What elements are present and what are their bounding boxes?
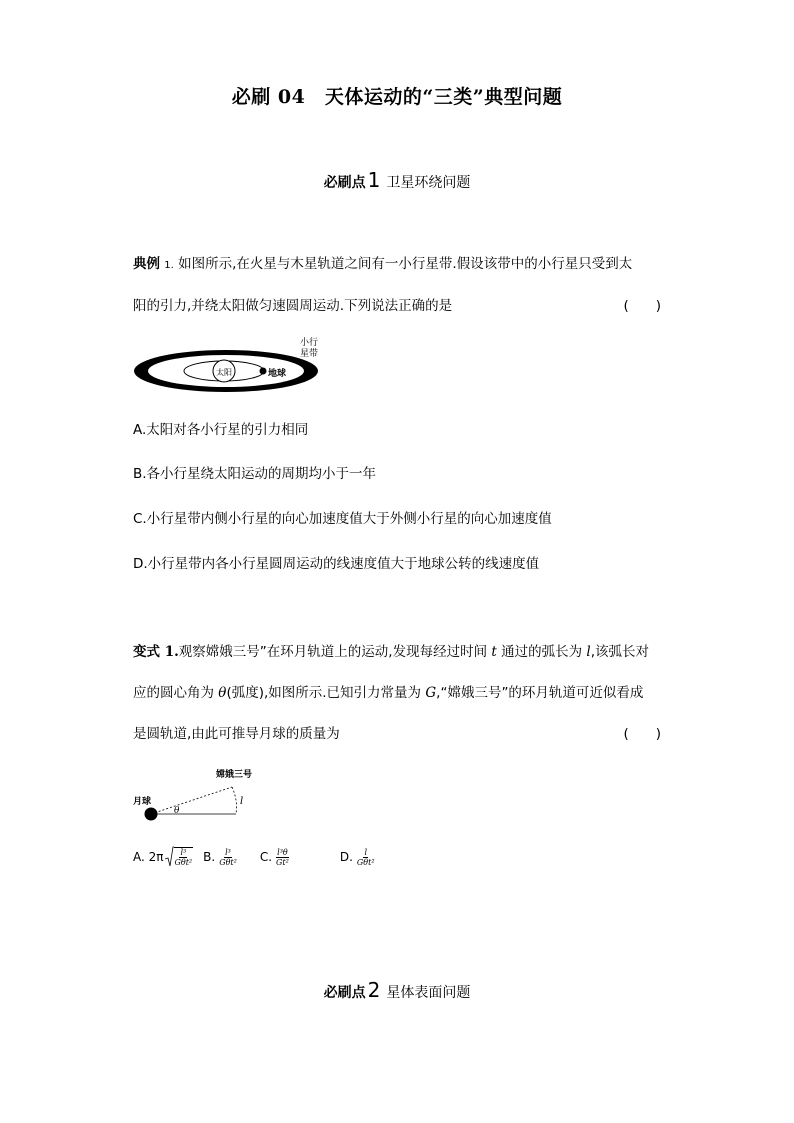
fraction	[356, 848, 376, 867]
numerator: l³θ	[277, 847, 288, 857]
variant-1-line-2	[133, 681, 663, 701]
variant-text: ,该弧长对	[590, 644, 650, 660]
example-text: 阳的引力,并绕太阳做匀速圆周运动.下列说法正确的是	[133, 298, 453, 314]
example-1-line-2	[133, 294, 663, 314]
variant-1-line-3	[133, 722, 663, 742]
option-b: B.各小行星绕太阳运动的周期均小于一年	[133, 466, 377, 482]
moon-label: 月球	[133, 797, 152, 807]
numerator: l	[364, 847, 367, 857]
section-heading-1	[0, 168, 794, 192]
earth-label: 地球	[268, 369, 287, 379]
option-b	[203, 848, 238, 867]
option-c	[260, 848, 290, 867]
variant-text: 通过的弧长为	[496, 644, 587, 660]
var-t: t	[491, 644, 497, 660]
section-number: 1	[367, 168, 381, 192]
var-l: l	[586, 644, 591, 660]
option-d	[340, 848, 376, 867]
section-prefix: 必刷点	[323, 985, 366, 1001]
belt-label-1: 小行	[300, 338, 319, 348]
probe-label: 嫦娥三号	[216, 770, 253, 780]
earth-icon	[260, 368, 267, 375]
lunar-orbit-figure	[130, 762, 270, 824]
option-label: C.	[259, 850, 273, 864]
example-text: 如图所示,在火星与木星轨道之间有一小行星带.假设该带中的小行星只受到太	[178, 256, 633, 272]
example-number: 1.	[164, 260, 174, 271]
theta-label: θ	[174, 806, 180, 816]
page-title: 必刷 04 天体运动的“三类”典型问题	[231, 86, 563, 108]
section-label: 星体表面问题	[386, 985, 471, 1001]
option-label: D.	[339, 850, 353, 864]
variant-text: 观察嫦娥三号”在环月轨道上的运动,发现每经过时间	[178, 644, 492, 660]
denominator: Gt²	[276, 857, 289, 867]
section-heading-2	[0, 978, 794, 1002]
variant-options	[133, 846, 376, 868]
arc-length-label: l	[240, 796, 244, 807]
sun-label: 太阳	[216, 368, 232, 377]
orbit-arc	[232, 787, 237, 814]
section-label: 卫星环绕问题	[386, 175, 471, 191]
variant-1-line-1	[133, 640, 663, 660]
variant-text: 是圆轨道,由此可推导月球的质量为	[133, 726, 340, 742]
answer-blank: ( )	[623, 726, 661, 742]
option-label: B.	[203, 850, 216, 864]
sqrt-icon	[165, 846, 174, 868]
variant-text: ,“嫦娥三号”的环月轨道可近似看成	[436, 685, 644, 701]
asteroid-belt-figure	[130, 334, 325, 396]
section-number: 2	[367, 978, 381, 1002]
numerator: l³	[225, 847, 231, 857]
radius-line-dashed	[151, 787, 232, 814]
var-theta: θ	[218, 685, 227, 701]
fraction	[174, 847, 194, 867]
variant-tag: 变式 1.	[133, 644, 179, 660]
option-label: A. 2π	[133, 850, 164, 864]
option-a: A.太阳对各小行星的引力相同	[133, 422, 309, 438]
var-g: G	[425, 685, 437, 701]
numerator: l³	[180, 848, 187, 857]
option-a	[133, 846, 193, 868]
option-c: C.小行星带内侧小行星的向心加速度值大于外侧小行星的向心加速度值	[133, 511, 552, 527]
fraction	[275, 848, 290, 867]
example-tag: 典例	[133, 256, 160, 272]
denominator: Gθt²	[356, 857, 375, 867]
denominator: Gθt²	[219, 857, 237, 867]
variant-text: 应的圆心角为	[133, 685, 219, 701]
variant-text: (弧度),如图所示.已知引力常量为	[226, 685, 426, 701]
answer-blank: ( )	[623, 298, 661, 314]
section-prefix: 必刷点	[323, 175, 366, 191]
belt-label-2: 星带	[300, 349, 319, 359]
option-d: D.小行星带内各小行星圆周运动的线速度值大于地球公转的线速度值	[133, 556, 540, 572]
example-1-line-1	[133, 252, 663, 272]
fraction	[218, 848, 238, 867]
denominator: Gθt²	[174, 858, 193, 867]
